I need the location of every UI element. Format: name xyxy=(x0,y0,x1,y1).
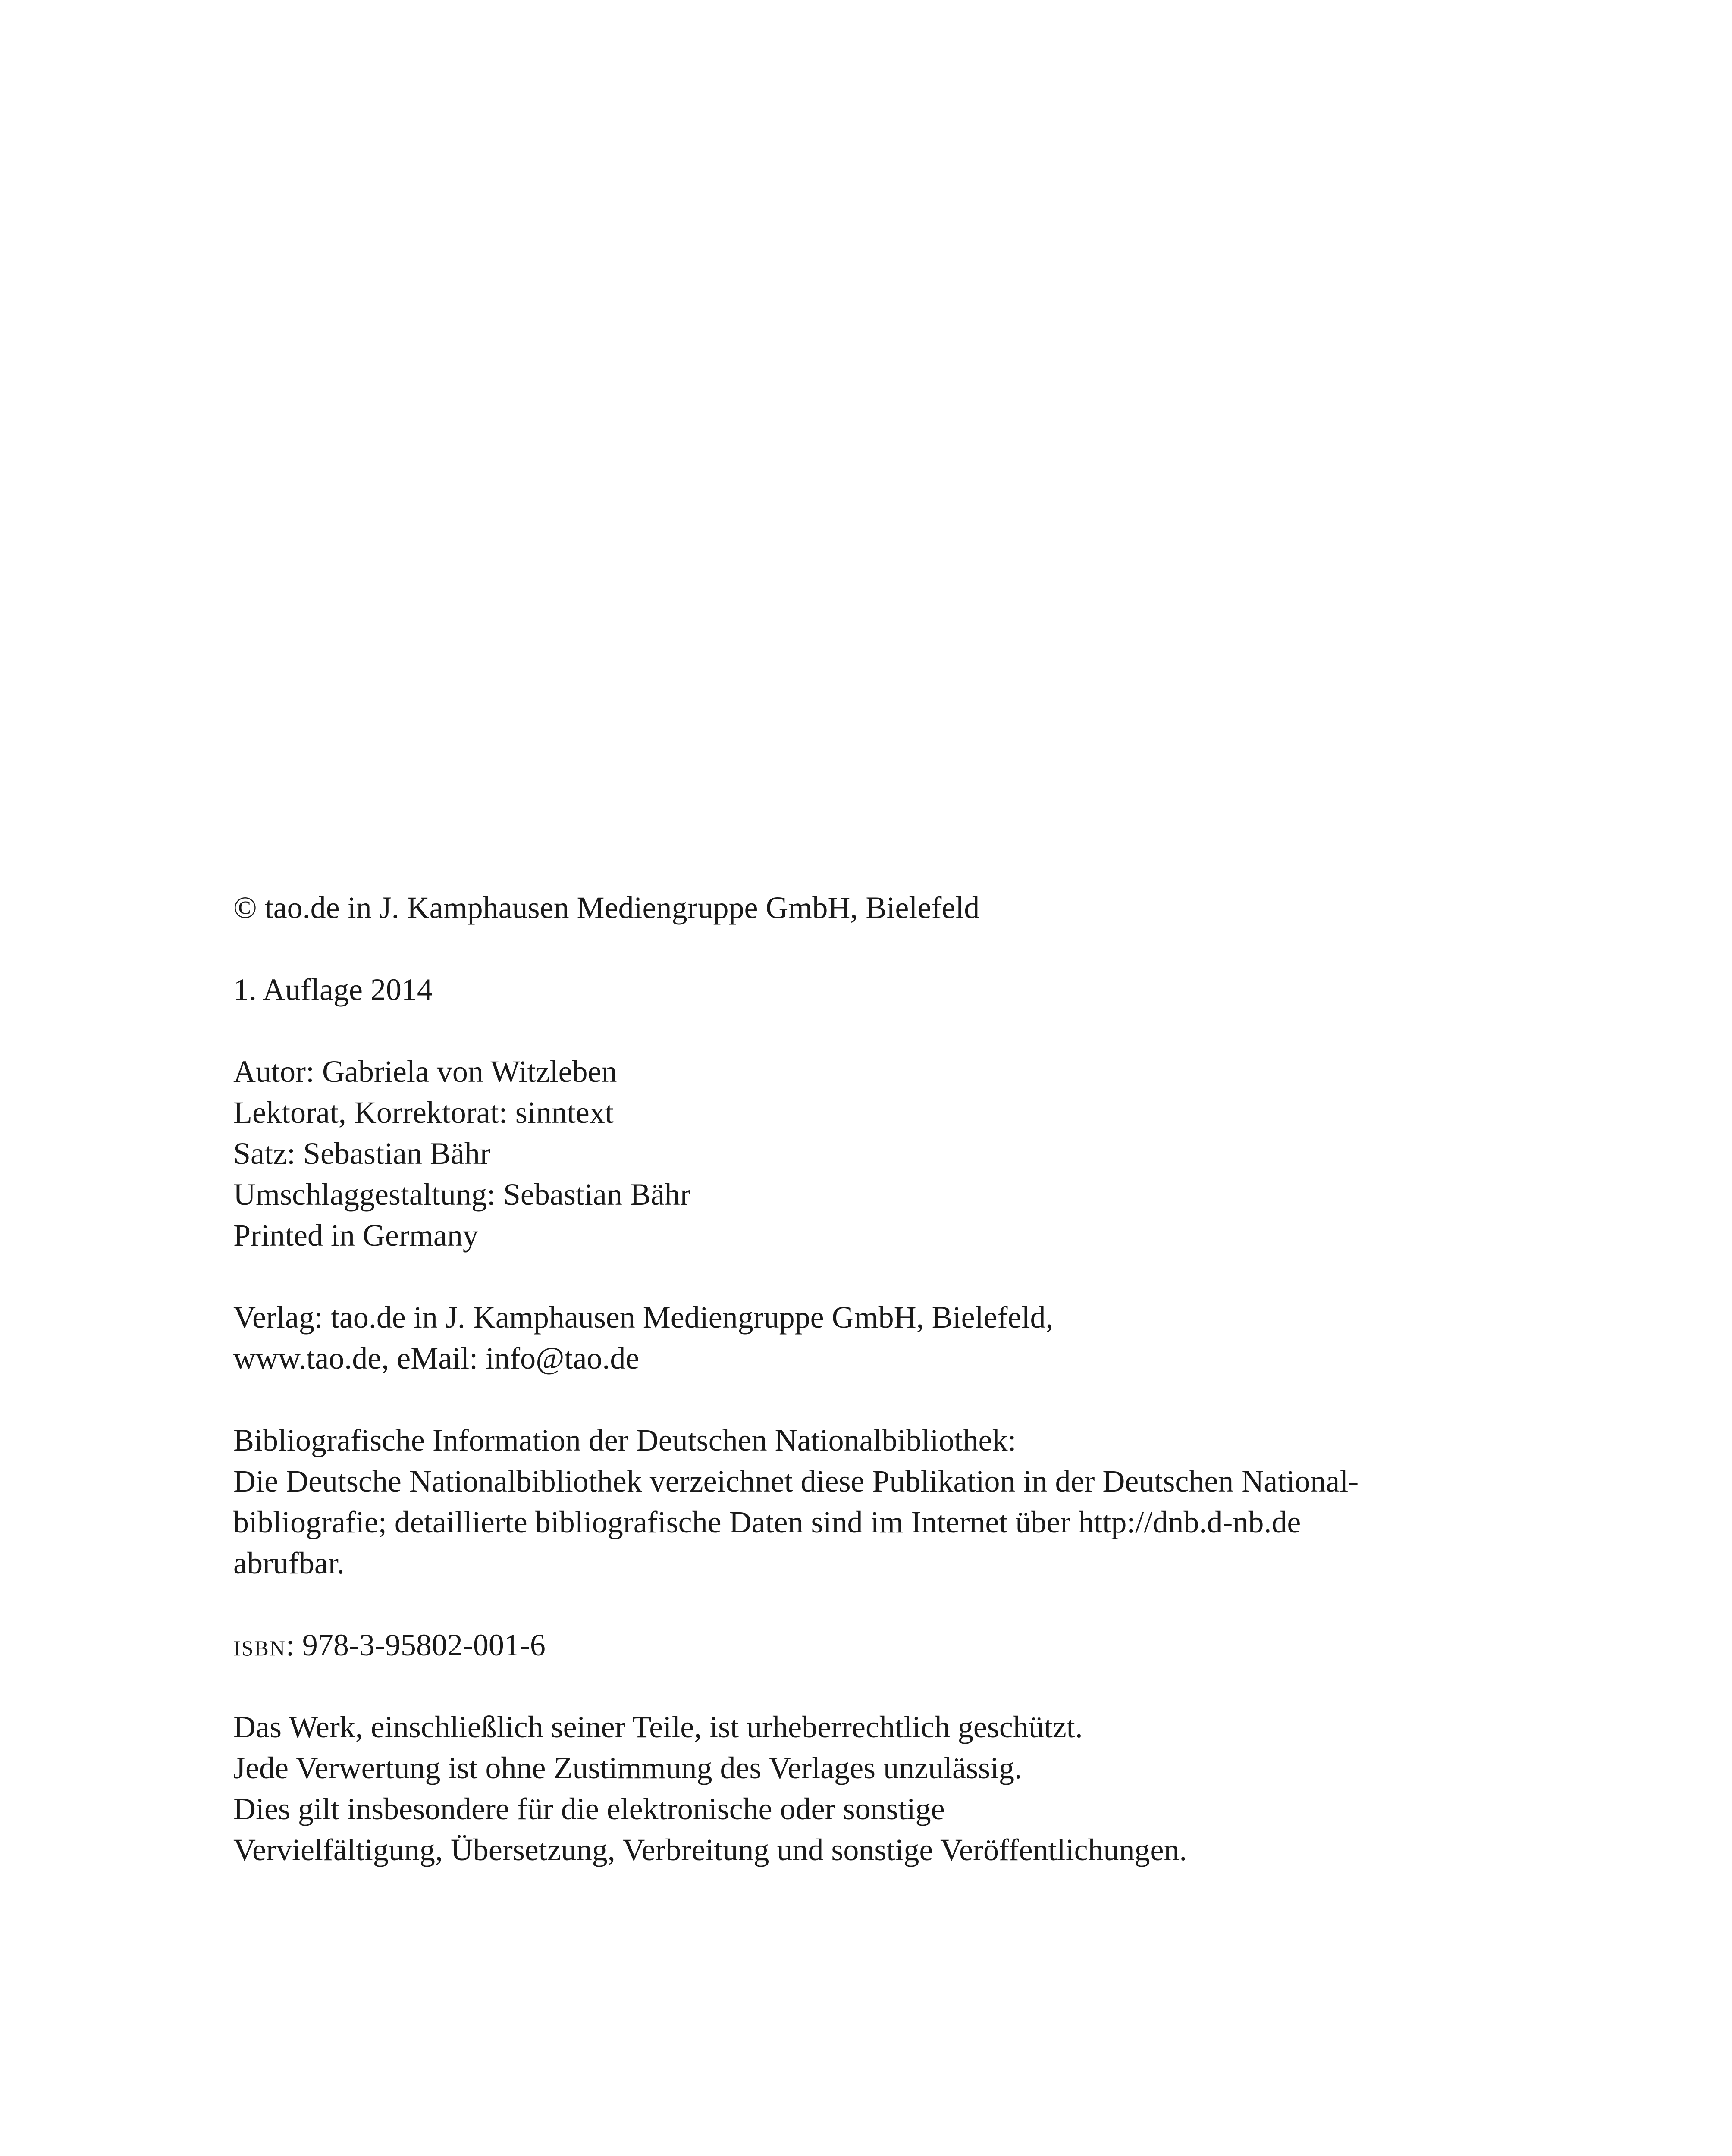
copyright-line: © tao.de in J. Kamphausen Mediengruppe GmbH, Bielefeld xyxy=(233,890,980,925)
isbn-line xyxy=(233,1625,1570,1666)
credit-editing: Lektorat, Korrektorat: sinntext xyxy=(233,1095,614,1130)
publisher-line: Verlag: tao.de in J. Kamphausen Mediengruppe GmbH, Bielefeld, xyxy=(233,1300,1054,1335)
copyright-block xyxy=(233,887,1570,928)
credit-cover-design: Umschlaggestaltung: Sebastian Bähr xyxy=(233,1177,690,1212)
bibliographic-text-3: abrufbar. xyxy=(233,1546,345,1580)
credits-block xyxy=(233,1051,1570,1256)
rights-line-3: Dies gilt insbesondere für die elektronische oder sonstige xyxy=(233,1792,945,1826)
imprint-page xyxy=(233,887,1570,1912)
isbn-block xyxy=(233,1625,1570,1666)
bibliographic-text-1: Die Deutsche Nationalbibliothek verzeichnet diese Publikation in der Deutschen National- xyxy=(233,1464,1359,1498)
publisher-block xyxy=(233,1297,1570,1379)
credit-typesetting: Satz: Sebastian Bähr xyxy=(233,1136,490,1171)
credit-author: Autor: Gabriela von Witzleben xyxy=(233,1054,617,1089)
isbn-value: : 978-3-95802-001-6 xyxy=(286,1628,546,1662)
credit-printed: Printed in Germany xyxy=(233,1218,478,1253)
publisher-contact: www.tao.de, eMail: info@tao.de xyxy=(233,1341,640,1376)
bibliographic-text-2: bibliografie; detaillierte bibliografische Daten sind im Internet über http://dnb.d-nb.de xyxy=(233,1505,1301,1539)
isbn-label: isbn xyxy=(233,1628,286,1662)
rights-line-1: Das Werk, einschließlich seiner Teile, ist urheberrechtlich geschützt. xyxy=(233,1710,1083,1744)
bibliographic-block xyxy=(233,1420,1570,1584)
bibliographic-heading: Bibliografische Information der Deutschen Nationalbibliothek: xyxy=(233,1423,1017,1457)
edition-line: 1. Auflage 2014 xyxy=(233,972,433,1007)
edition-block xyxy=(233,969,1570,1010)
rights-line-4: Vervielfältigung, Übersetzung, Verbreitung und sonstige Veröffentlichungen. xyxy=(233,1833,1187,1867)
rights-block xyxy=(233,1707,1570,1871)
rights-line-2: Jede Verwertung ist ohne Zustimmung des Verlages unzulässig. xyxy=(233,1751,1023,1785)
